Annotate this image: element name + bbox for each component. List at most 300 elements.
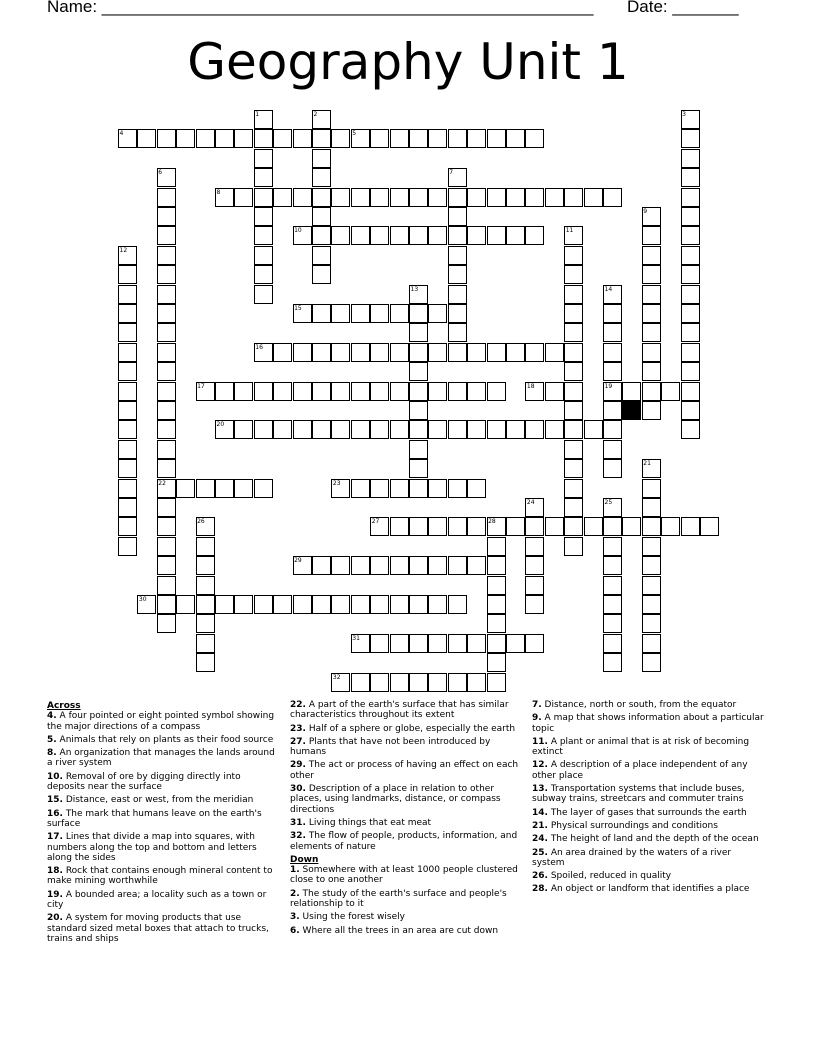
grid-cell[interactable] — [467, 517, 486, 536]
grid-cell[interactable] — [428, 226, 447, 245]
grid-cell[interactable] — [157, 401, 176, 420]
grid-cell[interactable] — [448, 246, 467, 265]
grid-cell[interactable] — [428, 343, 447, 362]
grid-cell[interactable] — [681, 362, 700, 381]
grid-cell[interactable] — [564, 479, 583, 498]
grid-cell[interactable] — [506, 420, 525, 439]
grid-cell[interactable] — [370, 634, 389, 653]
grid-cell[interactable] — [273, 420, 292, 439]
grid-cell[interactable] — [564, 537, 583, 556]
grid-cell[interactable] — [525, 556, 544, 575]
grid-cell[interactable] — [428, 304, 447, 323]
grid-cell[interactable] — [506, 226, 525, 245]
grid-cell[interactable] — [603, 556, 622, 575]
grid-cell[interactable] — [312, 265, 331, 284]
grid-cell[interactable] — [157, 382, 176, 401]
grid-cell[interactable] — [603, 576, 622, 595]
grid-cell[interactable] — [584, 188, 603, 207]
grid-cell[interactable] — [642, 479, 661, 498]
grid-cell[interactable] — [409, 401, 428, 420]
grid-cell[interactable] — [370, 673, 389, 692]
grid-cell[interactable] — [448, 188, 467, 207]
grid-cell[interactable] — [603, 653, 622, 672]
grid-cell[interactable] — [196, 129, 215, 148]
grid-cell[interactable] — [312, 556, 331, 575]
grid-cell[interactable] — [487, 537, 506, 556]
grid-cell[interactable] — [681, 304, 700, 323]
grid-cell[interactable] — [118, 382, 137, 401]
grid-cell[interactable] — [157, 343, 176, 362]
grid-cell[interactable] — [642, 265, 661, 284]
grid-cell[interactable] — [331, 382, 350, 401]
grid-cell[interactable] — [157, 304, 176, 323]
grid-cell[interactable] — [157, 614, 176, 633]
grid-cell[interactable] — [118, 265, 137, 284]
grid-cell[interactable] — [642, 498, 661, 517]
grid-cell[interactable] — [215, 479, 234, 498]
grid-cell[interactable] — [428, 129, 447, 148]
grid-cell[interactable] — [390, 673, 409, 692]
grid-cell[interactable] — [603, 323, 622, 342]
grid-cell[interactable] — [642, 323, 661, 342]
grid-cell[interactable] — [545, 188, 564, 207]
grid-cell[interactable] — [331, 129, 350, 148]
grid-cell[interactable] — [603, 188, 622, 207]
grid-cell[interactable] — [525, 517, 544, 536]
grid-cell[interactable] — [312, 304, 331, 323]
grid-cell[interactable] — [525, 188, 544, 207]
grid-cell[interactable] — [525, 576, 544, 595]
grid-cell[interactable] — [293, 382, 312, 401]
grid-cell[interactable] — [409, 440, 428, 459]
grid-cell[interactable] — [448, 323, 467, 342]
grid-cell[interactable] — [196, 556, 215, 575]
grid-cell[interactable] — [525, 634, 544, 653]
grid-cell[interactable] — [642, 634, 661, 653]
grid-cell[interactable] — [157, 576, 176, 595]
grid-cell[interactable] — [254, 420, 273, 439]
grid-cell[interactable] — [137, 129, 156, 148]
grid-cell[interactable] — [681, 343, 700, 362]
grid-cell[interactable] — [603, 440, 622, 459]
grid-cell[interactable] — [603, 614, 622, 633]
grid-cell[interactable] — [390, 188, 409, 207]
grid-cell[interactable] — [448, 129, 467, 148]
grid-cell[interactable] — [603, 517, 622, 536]
grid-cell[interactable] — [215, 129, 234, 148]
grid-cell[interactable] — [487, 556, 506, 575]
grid-cell[interactable] — [681, 168, 700, 187]
grid-cell[interactable] — [118, 498, 137, 517]
grid-cell[interactable] — [681, 420, 700, 439]
grid-cell[interactable] — [487, 188, 506, 207]
grid-cell[interactable] — [487, 343, 506, 362]
grid-cell[interactable] — [525, 595, 544, 614]
grid-cell[interactable] — [681, 382, 700, 401]
grid-cell[interactable] — [157, 459, 176, 478]
grid-cell[interactable] — [351, 343, 370, 362]
grid-cell[interactable] — [331, 226, 350, 245]
grid-cell[interactable] — [564, 285, 583, 304]
grid-cell[interactable] — [506, 343, 525, 362]
grid-cell[interactable] — [157, 207, 176, 226]
grid-cell[interactable] — [428, 188, 447, 207]
grid-cell[interactable] — [370, 343, 389, 362]
grid-cell[interactable] — [409, 673, 428, 692]
grid-cell[interactable] — [487, 595, 506, 614]
grid-cell[interactable] — [681, 285, 700, 304]
grid-cell[interactable] — [157, 188, 176, 207]
grid-cell[interactable] — [234, 129, 253, 148]
grid-cell[interactable] — [681, 323, 700, 342]
grid-cell[interactable] — [622, 382, 641, 401]
grid-cell[interactable] — [506, 634, 525, 653]
grid-cell[interactable] — [564, 382, 583, 401]
grid-cell[interactable] — [428, 673, 447, 692]
grid-cell[interactable] — [331, 595, 350, 614]
grid-cell[interactable] — [564, 420, 583, 439]
grid-cell[interactable] — [622, 517, 641, 536]
grid-cell[interactable] — [157, 246, 176, 265]
grid-cell[interactable] — [409, 634, 428, 653]
grid-cell[interactable] — [176, 595, 195, 614]
grid-cell[interactable] — [157, 129, 176, 148]
grid-cell[interactable] — [390, 226, 409, 245]
grid-cell[interactable] — [312, 343, 331, 362]
grid-cell[interactable] — [564, 459, 583, 478]
grid-cell[interactable] — [409, 188, 428, 207]
grid-cell[interactable] — [467, 479, 486, 498]
grid-cell[interactable] — [564, 304, 583, 323]
grid-cell[interactable] — [390, 595, 409, 614]
grid-cell[interactable] — [642, 614, 661, 633]
grid-cell[interactable] — [118, 537, 137, 556]
grid-cell[interactable] — [157, 420, 176, 439]
grid-cell[interactable] — [370, 188, 389, 207]
grid-cell[interactable] — [467, 343, 486, 362]
grid-cell[interactable] — [564, 265, 583, 284]
grid-cell[interactable] — [118, 304, 137, 323]
grid-cell[interactable] — [196, 595, 215, 614]
grid-cell[interactable] — [157, 595, 176, 614]
grid-cell[interactable] — [681, 517, 700, 536]
grid-cell[interactable] — [196, 634, 215, 653]
grid-cell[interactable] — [409, 420, 428, 439]
grid-cell[interactable] — [312, 226, 331, 245]
grid-cell[interactable] — [642, 595, 661, 614]
grid-cell[interactable] — [176, 479, 195, 498]
grid-cell[interactable] — [254, 226, 273, 245]
grid-cell[interactable] — [351, 673, 370, 692]
grid-cell[interactable] — [603, 401, 622, 420]
grid-cell[interactable] — [157, 285, 176, 304]
grid-cell[interactable] — [390, 517, 409, 536]
grid-cell[interactable] — [351, 304, 370, 323]
grid-cell[interactable] — [467, 226, 486, 245]
grid-cell[interactable] — [487, 653, 506, 672]
grid-cell[interactable] — [564, 343, 583, 362]
grid-cell[interactable] — [487, 420, 506, 439]
grid-cell[interactable] — [215, 595, 234, 614]
grid-cell[interactable] — [642, 576, 661, 595]
grid-cell[interactable] — [428, 517, 447, 536]
grid-cell[interactable] — [603, 420, 622, 439]
grid-cell[interactable] — [642, 556, 661, 575]
grid-cell[interactable] — [312, 420, 331, 439]
grid-cell[interactable] — [196, 614, 215, 633]
grid-cell[interactable] — [351, 595, 370, 614]
grid-cell[interactable] — [331, 420, 350, 439]
grid-cell[interactable] — [487, 576, 506, 595]
grid-cell[interactable] — [312, 382, 331, 401]
grid-cell[interactable] — [467, 673, 486, 692]
grid-cell[interactable] — [390, 479, 409, 498]
grid-cell[interactable] — [351, 556, 370, 575]
grid-cell[interactable] — [467, 634, 486, 653]
grid-cell[interactable] — [351, 188, 370, 207]
grid-cell[interactable] — [312, 168, 331, 187]
grid-cell[interactable] — [448, 265, 467, 284]
grid-cell[interactable] — [370, 129, 389, 148]
grid-cell[interactable] — [157, 556, 176, 575]
grid-cell[interactable] — [409, 362, 428, 381]
grid-cell[interactable] — [409, 129, 428, 148]
grid-cell[interactable] — [157, 517, 176, 536]
grid-cell[interactable] — [370, 226, 389, 245]
grid-cell[interactable] — [642, 517, 661, 536]
grid-cell[interactable] — [331, 556, 350, 575]
grid-cell[interactable] — [603, 537, 622, 556]
grid-cell[interactable] — [118, 362, 137, 381]
grid-cell[interactable] — [409, 595, 428, 614]
grid-cell[interactable] — [370, 420, 389, 439]
grid-cell[interactable] — [642, 246, 661, 265]
grid-cell[interactable] — [118, 517, 137, 536]
grid-cell[interactable] — [467, 382, 486, 401]
grid-cell[interactable] — [448, 479, 467, 498]
grid-cell[interactable] — [157, 362, 176, 381]
grid-cell[interactable] — [681, 129, 700, 148]
grid-cell[interactable] — [176, 129, 195, 148]
grid-cell[interactable] — [157, 226, 176, 245]
grid-cell[interactable] — [157, 498, 176, 517]
grid-cell[interactable] — [487, 129, 506, 148]
grid-cell[interactable] — [254, 265, 273, 284]
grid-cell[interactable] — [525, 420, 544, 439]
grid-cell[interactable] — [603, 304, 622, 323]
grid-cell[interactable] — [351, 479, 370, 498]
grid-cell[interactable] — [525, 343, 544, 362]
grid-cell[interactable] — [584, 517, 603, 536]
grid-cell[interactable] — [370, 556, 389, 575]
grid-cell[interactable] — [467, 129, 486, 148]
grid-cell[interactable] — [525, 537, 544, 556]
grid-cell[interactable] — [390, 129, 409, 148]
grid-cell[interactable] — [603, 362, 622, 381]
grid-cell[interactable] — [642, 401, 661, 420]
grid-cell[interactable] — [681, 188, 700, 207]
grid-cell[interactable] — [254, 188, 273, 207]
grid-cell[interactable] — [642, 226, 661, 245]
grid-cell[interactable] — [390, 634, 409, 653]
grid-cell[interactable] — [448, 285, 467, 304]
grid-cell[interactable] — [312, 129, 331, 148]
grid-cell[interactable] — [370, 479, 389, 498]
grid-cell[interactable] — [545, 420, 564, 439]
grid-cell[interactable] — [603, 459, 622, 478]
grid-cell[interactable] — [603, 343, 622, 362]
grid-cell[interactable] — [157, 265, 176, 284]
grid-cell[interactable] — [196, 537, 215, 556]
grid-cell[interactable] — [390, 304, 409, 323]
grid-cell[interactable] — [448, 420, 467, 439]
grid-cell[interactable] — [118, 440, 137, 459]
grid-cell[interactable] — [448, 382, 467, 401]
grid-cell[interactable] — [331, 188, 350, 207]
grid-cell[interactable] — [448, 595, 467, 614]
grid-cell[interactable] — [564, 362, 583, 381]
grid-cell[interactable] — [390, 420, 409, 439]
grid-cell[interactable] — [273, 343, 292, 362]
grid-cell[interactable] — [409, 343, 428, 362]
grid-cell[interactable] — [448, 226, 467, 245]
grid-cell[interactable] — [506, 517, 525, 536]
grid-cell[interactable] — [506, 188, 525, 207]
grid-cell[interactable] — [448, 304, 467, 323]
grid-cell[interactable] — [642, 343, 661, 362]
grid-cell[interactable] — [584, 420, 603, 439]
grid-cell[interactable] — [448, 207, 467, 226]
grid-cell[interactable] — [525, 226, 544, 245]
grid-cell[interactable] — [254, 595, 273, 614]
grid-cell[interactable] — [351, 226, 370, 245]
grid-cell[interactable] — [428, 634, 447, 653]
grid-cell[interactable] — [428, 556, 447, 575]
grid-cell[interactable] — [681, 149, 700, 168]
grid-cell[interactable] — [409, 479, 428, 498]
grid-cell[interactable] — [487, 614, 506, 633]
grid-cell[interactable] — [118, 401, 137, 420]
grid-cell[interactable] — [700, 517, 719, 536]
grid-cell[interactable] — [428, 479, 447, 498]
grid-cell[interactable] — [293, 343, 312, 362]
grid-cell[interactable] — [409, 323, 428, 342]
grid-cell[interactable] — [273, 129, 292, 148]
grid-cell[interactable] — [196, 479, 215, 498]
grid-cell[interactable] — [118, 323, 137, 342]
grid-cell[interactable] — [234, 188, 253, 207]
grid-cell[interactable] — [409, 517, 428, 536]
grid-cell[interactable] — [273, 595, 292, 614]
grid-cell[interactable] — [331, 304, 350, 323]
grid-cell[interactable] — [525, 129, 544, 148]
grid-cell[interactable] — [681, 265, 700, 284]
grid-cell[interactable] — [448, 634, 467, 653]
grid-cell[interactable] — [254, 149, 273, 168]
grid-cell[interactable] — [661, 382, 680, 401]
grid-cell[interactable] — [118, 479, 137, 498]
grid-cell[interactable] — [409, 556, 428, 575]
grid-cell[interactable] — [254, 129, 273, 148]
grid-cell[interactable] — [448, 343, 467, 362]
grid-cell[interactable] — [409, 304, 428, 323]
grid-cell[interactable] — [409, 226, 428, 245]
grid-cell[interactable] — [428, 595, 447, 614]
grid-cell[interactable] — [234, 479, 253, 498]
grid-cell[interactable] — [642, 362, 661, 381]
grid-cell[interactable] — [564, 401, 583, 420]
grid-cell[interactable] — [351, 420, 370, 439]
grid-cell[interactable] — [545, 382, 564, 401]
grid-cell[interactable] — [681, 401, 700, 420]
grid-cell[interactable] — [196, 576, 215, 595]
grid-cell[interactable] — [390, 382, 409, 401]
grid-cell[interactable] — [254, 285, 273, 304]
grid-cell[interactable] — [312, 149, 331, 168]
grid-cell[interactable] — [467, 420, 486, 439]
grid-cell[interactable] — [681, 226, 700, 245]
grid-cell[interactable] — [564, 517, 583, 536]
grid-cell[interactable] — [370, 304, 389, 323]
grid-cell[interactable] — [312, 207, 331, 226]
grid-cell[interactable] — [215, 382, 234, 401]
grid-cell[interactable] — [564, 246, 583, 265]
grid-cell[interactable] — [118, 459, 137, 478]
grid-cell[interactable] — [487, 226, 506, 245]
grid-cell[interactable] — [564, 440, 583, 459]
grid-cell[interactable] — [409, 382, 428, 401]
grid-cell[interactable] — [487, 634, 506, 653]
grid-cell[interactable] — [234, 382, 253, 401]
grid-cell[interactable] — [545, 517, 564, 536]
grid-cell[interactable] — [312, 246, 331, 265]
grid-cell[interactable] — [642, 382, 661, 401]
grid-cell[interactable] — [370, 382, 389, 401]
grid-cell[interactable] — [603, 595, 622, 614]
grid-cell[interactable] — [312, 188, 331, 207]
grid-cell[interactable] — [331, 343, 350, 362]
grid-cell[interactable] — [351, 382, 370, 401]
grid-cell[interactable] — [118, 343, 137, 362]
grid-cell[interactable] — [254, 168, 273, 187]
grid-cell[interactable] — [448, 556, 467, 575]
grid-cell[interactable] — [428, 382, 447, 401]
grid-cell[interactable] — [487, 673, 506, 692]
grid-cell[interactable] — [157, 440, 176, 459]
grid-cell[interactable] — [642, 653, 661, 672]
grid-cell[interactable] — [487, 382, 506, 401]
grid-cell[interactable] — [428, 420, 447, 439]
grid-cell[interactable] — [661, 517, 680, 536]
grid-cell[interactable] — [254, 479, 273, 498]
grid-cell[interactable] — [467, 556, 486, 575]
grid-cell[interactable] — [254, 382, 273, 401]
grid-cell[interactable] — [293, 129, 312, 148]
grid-cell[interactable] — [293, 420, 312, 439]
grid-cell[interactable] — [157, 323, 176, 342]
grid-cell[interactable] — [681, 246, 700, 265]
grid-cell[interactable] — [293, 188, 312, 207]
grid-cell[interactable] — [409, 459, 428, 478]
grid-cell[interactable] — [390, 556, 409, 575]
grid-cell[interactable] — [642, 285, 661, 304]
grid-cell[interactable] — [273, 188, 292, 207]
grid-cell[interactable] — [642, 304, 661, 323]
grid-cell[interactable] — [467, 188, 486, 207]
grid-cell[interactable] — [293, 595, 312, 614]
grid-cell[interactable] — [312, 595, 331, 614]
grid-cell[interactable] — [506, 129, 525, 148]
